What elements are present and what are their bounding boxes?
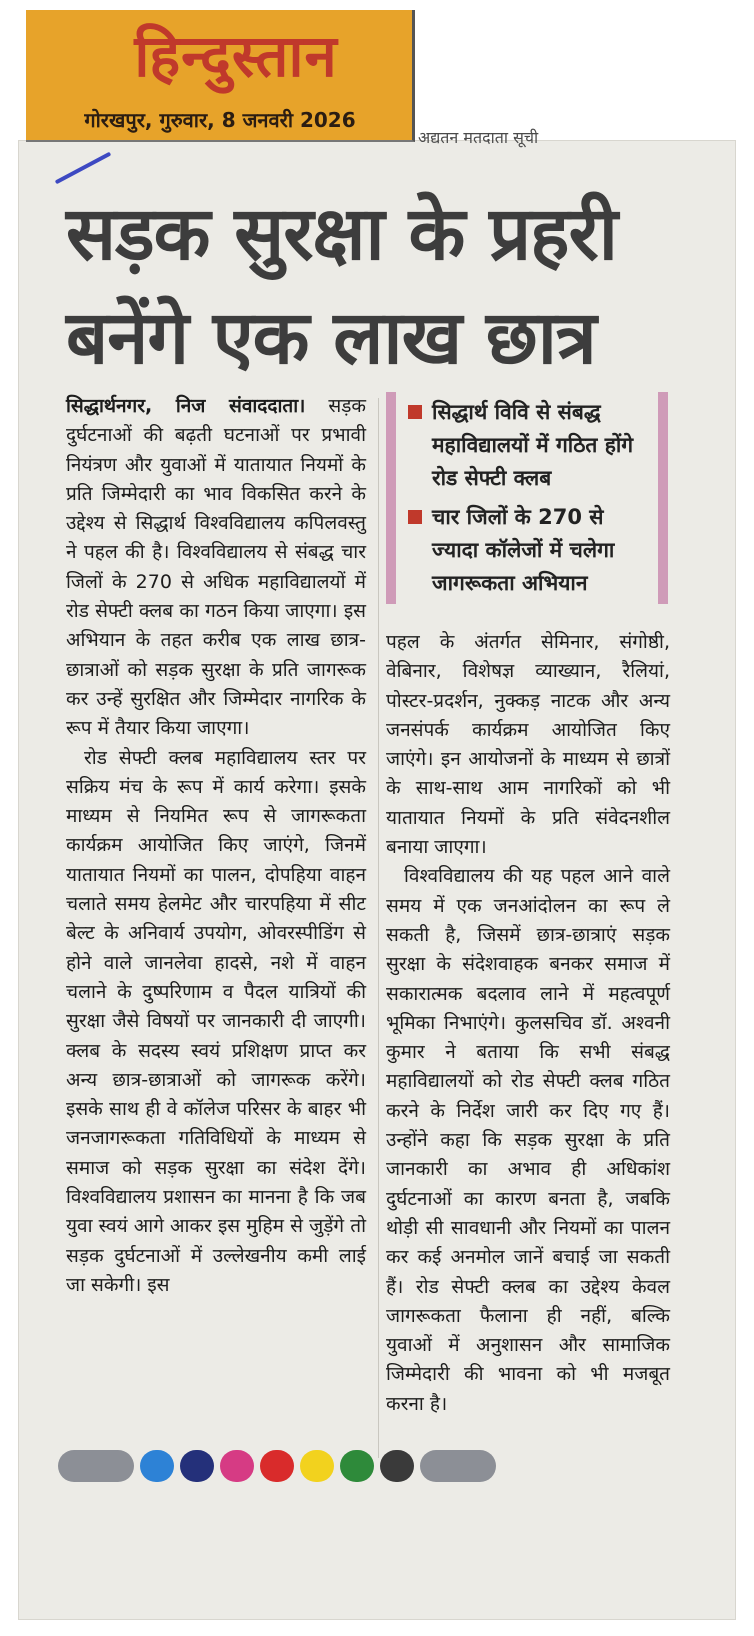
paragraph: रोड सेफ्टी क्लब महाविद्यालय स्तर पर सक्रिय मंच के रूप में कार्य करेगा। इसके माध्यम से नियमित रूप से जागरूकता कार्यक्रम आयोजित किए जाएंगे, जिनमें यातायात नियमों का पालन, दोपहिया वाहन चलाते समय हेलमेट और चारपहिया में सीट बेल्ट के अनिवार्य उपयोग, ओवरस्पीडिंग से होने वाले जानलेवा हादसे, नशे में वाहन चलाने के दुष्परिणाम व पैदल यात्रियों की सुरक्षा जैसे विषयों पर जानकारी दी जाएगी। क्लब के सदस्य स्वयं प्रशिक्षण प्राप्त कर अन्य छात्र-छात्राओं को जागरूक करेंगे। इसके साथ ही वे कॉलेज परिसर के बाहर भी जनजागरूकता गतिविधियों के माध्यम से समाज को सड़क सुरक्षा का संदेश देंगे। विश्वविद्यालय प्रशासन का मानना है कि जब युवा स्वयं आगे आकर इस मुहिम से जुड़ेंगे तो सड़क दुर्घटनाओं में उल्लेखनीय कमी लाई जा सकेगी। इस <box>66 746 366 1296</box>
paragraph: विश्वविद्यालय की यह पहल आने वाले समय में एक जनआंदोलन का रूप ले सकती है, जिसमें छात्र-छात्राएं सड़क सुरक्षा के संदेशवाहक बनकर समाज में सकारात्मक बदलाव लाने में महत्वपूर्ण भूमिका निभाएंगे। कुलसचिव डॉ. अश्वनी कुमार ने बताया कि सभी संबद्ध महाविद्यालयों को रोड सेफ्टी क्लब गठित करने के निर्देश जारी कर दिए गए हैं। उन्होंने कहा कि सड़क सुरक्षा के प्रति जानकारी का अभाव ही अधिकांश दुर्घटनाओं का कारण बनता है, जबकि थोड़ी सी सावधानी और नियमों का पालन कर कई अनमोल जानें बचाई जा सकती हैं। रोड सेफ्टी क्लब का उद्देश्य केवल जागरूकता फैलाना ही नहीं, बल्कि युवाओं में अनुशासन और सामाजिक जिम्मेदारी की भावना को भी मजबूत करना है। <box>386 865 670 1415</box>
color-mark <box>220 1450 254 1482</box>
column-divider <box>378 398 379 1458</box>
print-color-marks <box>58 1446 518 1486</box>
dateline: गोरखपुर, गुरुवार, 8 जनवरी 2026 <box>84 108 356 132</box>
color-mark <box>380 1450 414 1482</box>
color-mark <box>140 1450 174 1482</box>
headline-line-1: सड़क सुरक्षा के प्रहरी <box>66 191 617 277</box>
highlight-item <box>408 396 652 495</box>
newspaper-logo: हिन्दुस्तान <box>134 22 338 90</box>
highlight-text: सिद्धार्थ विवि से संबद्ध महाविद्यालयों में गठित होंगे रोड सेफ्टी क्लब <box>432 400 634 490</box>
paragraph: पहल के अंतर्गत सेमिनार, संगोष्ठी, वेबिनार, विशेषज्ञ व्याख्यान, रैलियां, पोस्टर-प्रदर्शन, नुक्कड़ नाटक और अन्य जनसंपर्क कार्यक्रम आयोजित किए जाएंगे। इन आयोजनों के माध्यम से छात्रों के साथ-साथ आम नागरिकों को भी यातायात नियमों के प्रति संवेदनशील बनाया जाएगा। <box>386 631 670 859</box>
square-bullet-icon <box>408 510 422 524</box>
color-mark <box>300 1450 334 1482</box>
highlight-text: चार जिलों के 270 से ज्यादा कॉलेजों में चलेगा जागरूकता अभियान <box>432 505 615 595</box>
color-mark <box>340 1450 374 1482</box>
color-mark <box>180 1450 214 1482</box>
square-bullet-icon <box>408 405 422 419</box>
headline-line-2: बनेंगे एक लाख छात्र <box>66 295 596 381</box>
masthead <box>26 10 415 142</box>
headline <box>66 182 716 390</box>
paragraph: सड़क दुर्घटनाओं की बढ़ती घटनाओं पर प्रभावी नियंत्रण और युवाओं में यातायात नियमों के प्रति जिम्मेदारी का भाव विकसित करने के उद्देश्य से सिद्धार्थ विश्वविद्यालय कपिलवस्तु ने पहल की है। विश्वविद्यालय से संबद्ध चार जिलों के 270 से अधिक महाविद्यालयों में रोड सेफ्टी क्लब का गठन किया जाएगा। इस अभियान के तहत करीब एक लाख छात्र-छात्राओं को सड़क सुरक्षा के प्रति जागरूक कर उन्हें सुरक्षित और जिम्मेदार नागरिक के रूप में तैयार किया जाएगा। <box>66 395 366 740</box>
adjacent-article-fragment: अद्यतन मतदाता सूची <box>418 128 539 147</box>
article-column-2 <box>386 628 670 1419</box>
byline: सिद्धार्थनगर, निज संवाददाता। <box>66 395 306 417</box>
article-column-1 <box>66 392 366 1300</box>
highlight-item <box>408 501 652 600</box>
highlights-box <box>386 392 668 604</box>
color-mark <box>58 1450 134 1482</box>
color-mark <box>260 1450 294 1482</box>
color-mark <box>420 1450 496 1482</box>
